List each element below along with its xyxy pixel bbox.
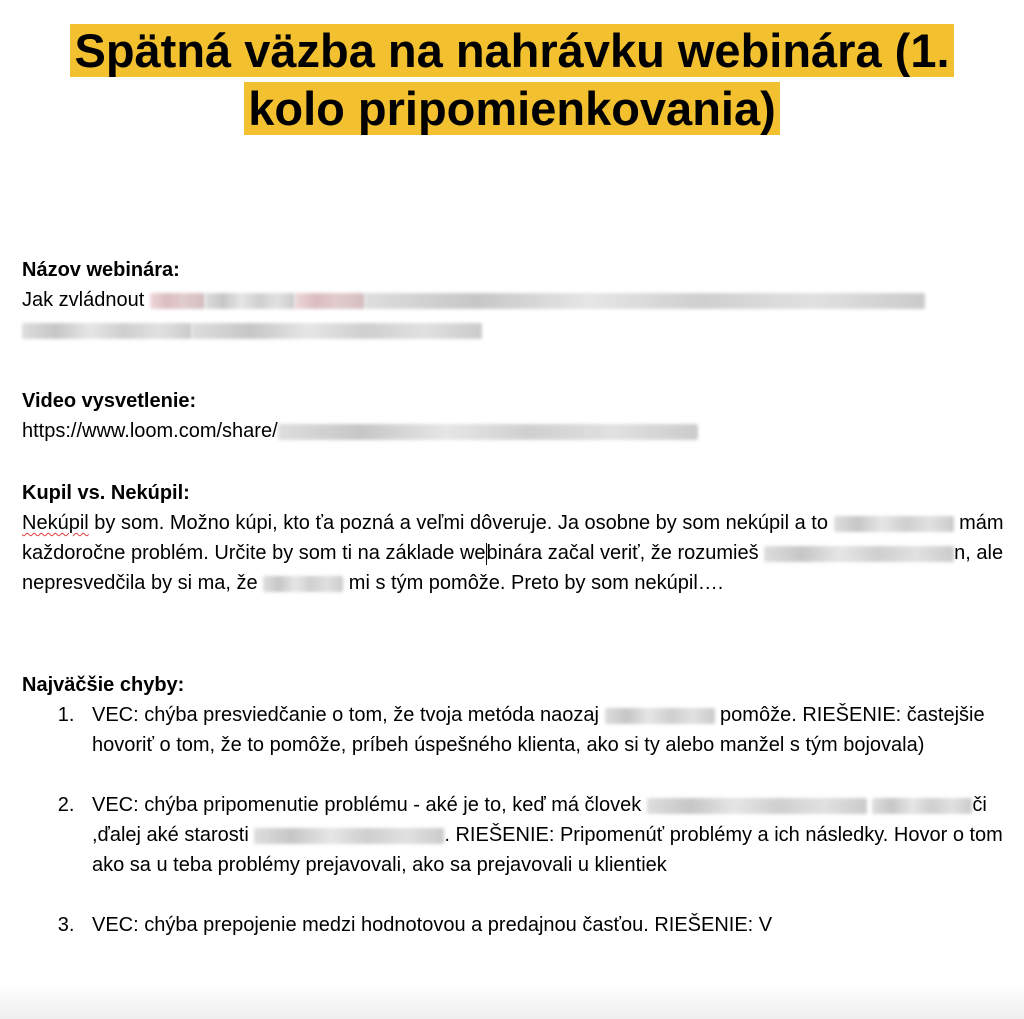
bought-text-part: binára začal veriť, že rozumieš xyxy=(486,542,765,564)
redacted-block xyxy=(192,323,482,339)
video-link[interactable] xyxy=(22,416,1012,446)
mistakes-label: Najväčšie chyby: xyxy=(22,674,185,696)
spellcheck-word[interactable]: Nekúpil xyxy=(22,512,89,534)
video-url-start[interactable]: https://www.loom.com/share/ xyxy=(22,420,278,442)
webinar-name-text xyxy=(22,285,1012,345)
redacted-block xyxy=(205,293,295,309)
bought-text xyxy=(22,508,1012,598)
bought-text-part: mi s tým pomôže. Preto by som nekúpil…. xyxy=(343,572,724,594)
redacted-block xyxy=(254,828,444,844)
redacted-block xyxy=(764,546,954,562)
mistake-text: VEC: chýba prepojenie medzi hodnotovou a predajnou časťou. RIEŠENIE: V xyxy=(92,914,773,936)
mistake-text: VEC: chýba pripomenutie problému - aké je to, keď má človek xyxy=(92,794,647,816)
mistake-text: pomôže. RIEŠENIE: častejšie hovoriť o tom, že to pomôže, príbeh úspešného klienta, ako si ty alebo manžel s tým bojovala) xyxy=(92,704,985,756)
redacted-block xyxy=(605,708,715,724)
title-line-1: Spätná väzba na nahrávku webinára (1. xyxy=(70,24,953,77)
section-mistakes xyxy=(22,670,1012,940)
bought-text-part: mám každoročne problém. Určite by som ti na základe we xyxy=(22,512,1004,564)
title-text xyxy=(0,22,1024,138)
webinar-name-label: Názov webinára: xyxy=(22,259,180,281)
redacted-block xyxy=(872,798,972,814)
mistake-text: . RIEŠENIE: Pripomenúť problémy a ich následky. Hovor o tom ako sa u teba problémy prejavovali, ako sa prejavovali u klientiek xyxy=(92,824,1003,876)
list-item xyxy=(80,910,1012,940)
title-line-2: kolo pripomienkovania) xyxy=(244,82,780,135)
redacted-block xyxy=(278,424,698,440)
redacted-block xyxy=(365,293,925,309)
bought-text-part: by som. Možno kúpi, kto ťa pozná a veľmi dôveruje. Ja osobne by som nekúpil a to xyxy=(88,512,834,534)
redacted-block xyxy=(834,516,954,532)
section-webinar-name xyxy=(22,255,1012,345)
mistake-text: či ,ďalej aké starosti xyxy=(92,794,987,846)
bought-text-part: n, ale nepresvedčila by si ma, že xyxy=(22,542,1004,594)
section-video xyxy=(22,386,1012,446)
list-item xyxy=(80,700,1012,760)
webinar-name-start: Jak zvládnout xyxy=(22,289,145,311)
redacted-block xyxy=(263,576,343,592)
mistake-text: VEC: chýba presviedčanie o tom, že tvoja metóda naozaj xyxy=(92,704,605,726)
bought-label: Kupil vs. Nekúpil: xyxy=(22,482,190,504)
document-title xyxy=(0,22,1024,138)
bottom-fade xyxy=(0,984,1024,1019)
video-label: Video vysvetlenie: xyxy=(22,390,197,412)
redacted-block xyxy=(150,293,205,309)
redacted-block xyxy=(647,798,867,814)
redacted-block xyxy=(295,293,365,309)
section-bought xyxy=(22,478,1012,598)
list-item xyxy=(80,790,1012,880)
mistakes-list xyxy=(22,700,1012,940)
redacted-block xyxy=(22,323,192,339)
